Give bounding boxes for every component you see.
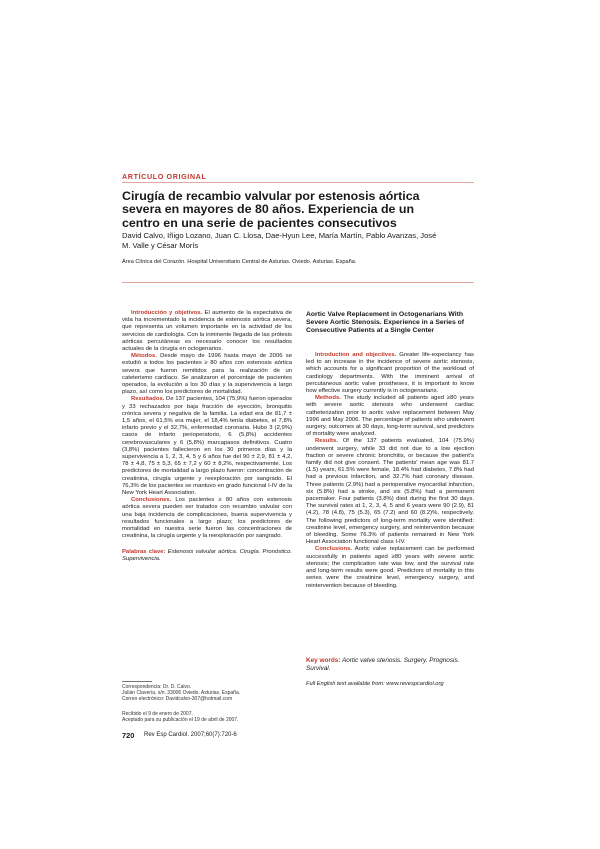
correspondence-address: Julián Clavería, s/n. 33006 Oviedo. Asturias. España. xyxy=(122,690,241,697)
article-title: Cirugía de recambio valvular por estenosis aórtica severa en mayores de 80 años. Experiencia de un centro en una serie de pacientes consecutivos xyxy=(122,189,420,230)
author-list: David Calvo, Iñigo Lozano, Juan C. Llosa, Dae-Hyun Lee, María Martín, Pablo Avanzas, José M. Valle y César Morís xyxy=(122,231,437,250)
fulltext-link[interactable]: Full English text available from: www.revespcardiol.org xyxy=(306,681,444,687)
methods-label: Methods. xyxy=(315,395,341,402)
abstract-english xyxy=(306,352,474,590)
correspondence-label: Correspondencia: Dr. D. Calvo. xyxy=(122,684,192,690)
results-text: De 137 pacientes, 104 (75,9%) fueron operados y 33 rechazados por baja fracción de eyección, bronquitis crónica severa y negativa de la familia. La edad era de 81,7 ± 1,5 años, el 61,5% era mujer, el 18,4% tenía diabetes, el 7,8% infarto previo y el 32,7%, enfermedad coronaria. Hubo 3 (2,9%) casos de infarto perioperatorio, 6 (5,8%) accidentes cerebrovasculares y 6 (5,8%) marcapasos definitivos. Cuatro (3,8%) pacientes fallecieron en los 30 primeros días y la supervivencia a 1, 2, 3, 4, 5 y 6 años fue del 90 ± 2,9, 81 ± 4,2, 78 ± 4,8, 75 ± 5,3, 65 ± 7,2 y 60 ± 8,2%, respectivamente. Los predictores de mortalidad a largo plazo fueron: concentración de creatinina, cirugía urgente y reexploración por sangrado. El 76,3% de los pacientes se mantuvo en grado funcional I-IV de la New York Heart Association. xyxy=(122,396,292,497)
methods-text: The study included all patients aged ≥80 years with severe aortic stenosis who underwent cardiac catheterization prior to aortic valve replacement between May 1996 and May 2006. The percentage of patients who underwent surgery, outcomes at 30 days, long-term survival, and predictors of mortality were analyzed. xyxy=(306,395,474,438)
journal-citation: Rev Esp Cardiol. 2007;60(7):720-6 xyxy=(144,732,237,738)
correspondence-email: Correo electrónico: Davidcalvo-307@hotmail.com xyxy=(122,696,233,703)
intro-text: El aumento de la expectativa de vida ha incrementado la incidencia de estenosis aórtica severa, que representa un volumen importante en la actividad de los servicios de cardiología. Con la inminente llegada de las prótesis aórticas percutáneas es necesario conocer los resultados actuales de la cirugía en octogenarios. xyxy=(122,310,292,353)
abstract-en-results xyxy=(306,438,474,546)
methods-text: Desde mayo de 1996 hasta mayo de 2006 se estudió a todos los pacientes ≥ 80 años con estenosis aórtica severa que fueron remitidos para la realización de un cateterismo cardiaco. Se analizaron el porcentaje de pacientes operados, la evolución a los 30 días y la supervivencia a largo plazo, así como los predictores de mortalidad. xyxy=(122,353,292,396)
english-title: Aortic Valve Replacement in Octogenarians With Severe Aortic Stenosis. Experience in a Series of Consecutive Patients at a Single Center xyxy=(306,311,465,335)
keywords-text: Estenosis valvular aórtica. Cirugía. Pronóstico. Supervivencia. xyxy=(122,548,292,562)
intro-text: Greater life-expectancy has led to an increase in the incidence of severe aortic stenosis, which accounts for a significant proportion of the workload of cardiology departments. With the imminent arrival of percutaneous aortic valve prostheses, it is important to know how effective surgery currently is in octogenarians. xyxy=(306,352,474,395)
abstract-spanish xyxy=(122,310,292,563)
conclusions-label: Conclusions. xyxy=(315,546,352,553)
conclusions-label: Conclusiones. xyxy=(131,497,172,504)
section-label: ARTÍCULO ORIGINAL xyxy=(122,172,207,181)
header-divider xyxy=(122,282,474,283)
abstract-en-conclusions xyxy=(306,546,474,589)
abstract-es-intro xyxy=(122,310,292,353)
results-label: Resultados. xyxy=(131,396,165,403)
abstract-en-intro xyxy=(306,352,474,395)
abstract-es-methods xyxy=(122,353,292,396)
conclusions-text: Los pacientes ≥ 80 años con estenosis aórtica severa pueden ser tratados con recambio valvular con una baja incidencia de complicaciones, buena supervivencia y resultados funcionales a largo plazo; los predictores de mortalidad en nuestra serie fueron las concentraciones de creatinina, la cirugía urgente y la reexploración por sangrado. xyxy=(122,497,292,540)
keywords-text: Aortic valve stenosis. Surgery. Prognosis. Survival. xyxy=(306,657,460,672)
page-number: 720 xyxy=(122,731,135,740)
abstract-es-results xyxy=(122,396,292,497)
received-date: Recibido el 9 de enero de 2007. xyxy=(122,711,193,717)
abstract-es-conclusions xyxy=(122,497,292,540)
section-divider xyxy=(122,182,474,183)
correspondence xyxy=(122,684,292,703)
accepted-date: Aceptado para su publicación el 19 de abril de 2007. xyxy=(122,717,239,724)
intro-label: Introducción y objetivos. xyxy=(131,310,203,316)
keywords-label: Key words: xyxy=(306,657,341,664)
methods-label: Métodos. xyxy=(131,353,157,360)
conclusions-text: Aortic valve replacement can be performed successfully in patients aged ≥80 years with severe aortic stenosis; the complication rate was low, and the survival rate and long-term results were good. Predictors of mortality in this series were the creatinine level, emergency surgery, and reintervention because of bleeding. xyxy=(306,546,474,589)
abstract-en-methods xyxy=(306,395,474,438)
keywords-label: Palabras clave: xyxy=(122,548,166,555)
keywords-es xyxy=(122,549,292,563)
intro-label: Introduction and objectives. xyxy=(315,352,397,358)
results-text: Of the 137 patients evaluated, 104 (75.9%) underwent surgery, while 33 did not due to a low ejection fraction or severe chronic bronchitis, or because the patient's family did not give consent. The patients' mean age was 81.7 (1.5) years, 61.5% were female, 18.4% had diabetes, 7.8% had had a previous infarction, and 32.7% had coronary disease. Three patients (2.9%) had a perioperative myocardial infarction, six (5.8%) had a stroke, and six (5.8%) had a permanent pacemaker. Four patients (3.8%) died during the first 30 days. The survival rates at 1, 2, 3, 4, 5 and 6 years were 90 (2.9), 81 (4.2), 78 (4.8), 75 (5.3), 65 (7.2) and 60 (8.2)%, respectively. The following predictors of long-term mortality were identified: creatinine level, emergency surgery, and reintervention because of bleeding. Some 76.3% of patients remained in New York Heart Association functional class I-IV. xyxy=(306,438,474,546)
affiliation: Área Clínica del Corazón. Hospital Universitario Central de Asturias. Oviedo. Asturias. España. xyxy=(122,259,357,265)
footnote-divider xyxy=(122,681,152,682)
results-label: Results. xyxy=(315,438,338,445)
submission-dates xyxy=(122,711,292,723)
keywords-en xyxy=(306,657,474,673)
